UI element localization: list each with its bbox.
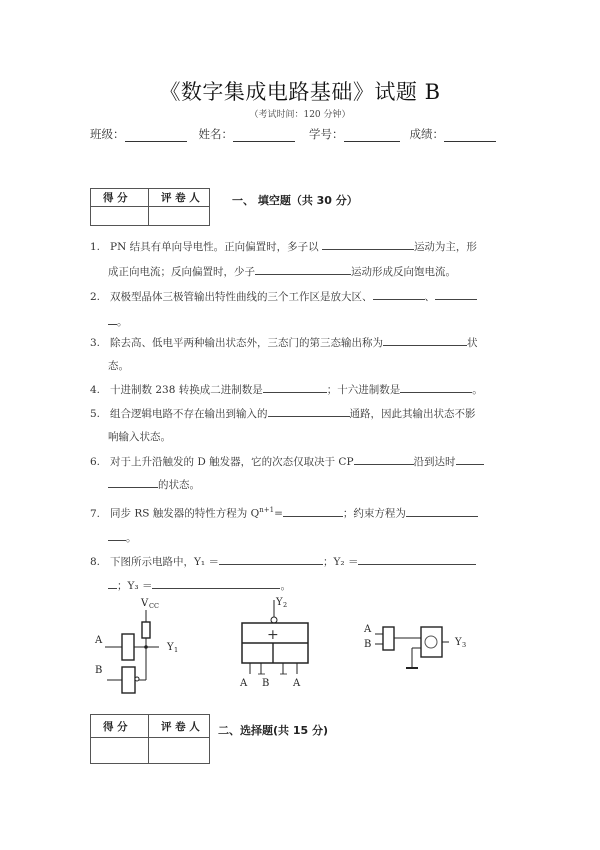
answer-blank-4a[interactable] xyxy=(263,381,327,393)
exam-duration: （考试时间：120 分钟） xyxy=(249,110,351,120)
class-label: 班级： xyxy=(90,127,125,141)
grader-cell[interactable] xyxy=(149,738,210,764)
answer-blank-8b[interactable] xyxy=(358,553,476,565)
score-field[interactable] xyxy=(444,129,496,142)
score-table-section2 xyxy=(90,714,210,764)
svg-text:A: A xyxy=(240,678,248,689)
student-id-field[interactable] xyxy=(344,129,400,142)
question-7: 7. 同步 RS 触发器的特性方程为 $Q^{n+1}=$ ；约束方程为 xyxy=(90,503,500,521)
answer-blank-7b[interactable] xyxy=(406,505,478,517)
svg-text:A: A xyxy=(95,635,103,646)
circuit-diagram-1 xyxy=(85,590,205,700)
section1-title: 一、 填空题（共 30 分） xyxy=(232,194,358,207)
answer-blank-6b-cont[interactable] xyxy=(108,476,158,488)
score-cell[interactable] xyxy=(91,207,149,226)
question-5: 5. 组合逻辑电路不存在输出到输入的 通路，因此其输出状态不影 xyxy=(90,405,500,421)
answer-blank-2a[interactable] xyxy=(373,288,425,300)
section2-title: 二、选择题(共 15 分) xyxy=(218,724,329,737)
answer-blank-8c[interactable] xyxy=(152,577,280,589)
svg-text:Y: Y xyxy=(455,637,462,648)
answer-blank-5[interactable] xyxy=(268,405,350,417)
question-8-cont: ；Y₃ ＝ 。 xyxy=(108,577,291,593)
answer-blank-6a[interactable] xyxy=(354,453,414,465)
answer-blank-4b[interactable] xyxy=(400,381,472,393)
answer-blank-7b-cont[interactable] xyxy=(108,529,126,541)
svg-text:A: A xyxy=(364,624,372,635)
circle-symbol-icon xyxy=(425,636,437,648)
student-info-row xyxy=(90,126,500,142)
answer-blank-2b[interactable] xyxy=(435,288,477,300)
answer-blank-3[interactable] xyxy=(383,334,467,346)
svg-text:V: V xyxy=(141,598,149,609)
score-table-section1 xyxy=(90,188,210,226)
exam-title: 《数字集成电路基础》试题 B xyxy=(159,80,441,104)
grader-header: 评 卷 人 xyxy=(149,715,210,738)
svg-text:3: 3 xyxy=(462,641,467,649)
gate-b-icon xyxy=(122,667,135,693)
grader-cell[interactable] xyxy=(149,207,210,226)
answer-blank-1a[interactable] xyxy=(322,238,414,250)
grader-header: 评 卷 人 xyxy=(149,189,210,207)
junction-dot xyxy=(144,645,148,649)
svg-text:Y: Y xyxy=(167,642,174,653)
gate-a-icon xyxy=(122,634,134,660)
svg-text:2: 2 xyxy=(283,601,288,609)
gate-icon xyxy=(383,627,394,650)
question-4: 4. 十进制数 238 转换成二进制数是 ；十六进制数是 。 xyxy=(90,381,500,397)
question-5-cont: 响输入状态。 xyxy=(108,431,171,443)
circuit-diagram-3 xyxy=(355,610,475,680)
score-header: 得 分 xyxy=(91,189,149,207)
question-2-cont: 。 xyxy=(108,313,128,329)
student-id-label: 学号： xyxy=(309,127,344,141)
question-2: 2. 双极型晶体三极管输出特性曲线的三个工作区是放大区、 、 xyxy=(90,288,500,304)
score-header: 得 分 xyxy=(91,715,149,738)
question-7-cont: 。 xyxy=(108,529,137,545)
resistor-icon xyxy=(142,622,150,638)
answer-blank-8a[interactable] xyxy=(219,553,323,565)
inverter-bubble-icon xyxy=(271,617,277,623)
inverter-bubble-icon xyxy=(135,677,139,681)
name-field[interactable] xyxy=(233,129,295,142)
svg-text:A: A xyxy=(293,678,301,689)
svg-text:B: B xyxy=(262,678,270,689)
question-6-cont: 的状态。 xyxy=(108,476,200,492)
question-1: 1. PN 结具有单向导电性。正向偏置时，多子以 运动为主，形 xyxy=(90,238,500,254)
score-label: 成绩： xyxy=(409,127,444,141)
answer-blank-2b-cont[interactable] xyxy=(108,313,117,325)
class-field[interactable] xyxy=(125,129,187,142)
answer-blank-6b[interactable] xyxy=(456,453,484,465)
answer-blank-1b[interactable] xyxy=(255,263,351,275)
question-3-cont: 态。 xyxy=(108,360,129,372)
svg-text:CC: CC xyxy=(149,602,159,610)
answer-blank-8b-cont[interactable] xyxy=(108,577,117,589)
tristate-gate-icon xyxy=(421,627,442,657)
question-1-cont: 成正向电流；反向偏置时，少子 运动形成反向饱电流。 xyxy=(108,263,456,279)
svg-text:Y: Y xyxy=(276,597,283,608)
svg-text:B: B xyxy=(95,665,103,676)
answer-blank-7a[interactable] xyxy=(283,505,343,517)
circuit-diagram-2 xyxy=(225,590,335,700)
question-6: 6. 对于上升沿触发的 D 触发器，它的次态仅取决于 CP 沿到达时 xyxy=(90,453,500,469)
svg-text:+: + xyxy=(267,627,279,643)
question-3: 3. 除去高、低电平两种输出状态外，三态门的第三态输出称为 状 xyxy=(90,334,500,350)
svg-text:1: 1 xyxy=(174,646,179,654)
name-label: 姓名： xyxy=(198,127,233,141)
svg-text:B: B xyxy=(364,639,372,650)
question-8: 8. 下图所示电路中，Y₁ ＝ ；Y₂ ＝ xyxy=(90,553,500,569)
score-cell[interactable] xyxy=(91,738,149,764)
